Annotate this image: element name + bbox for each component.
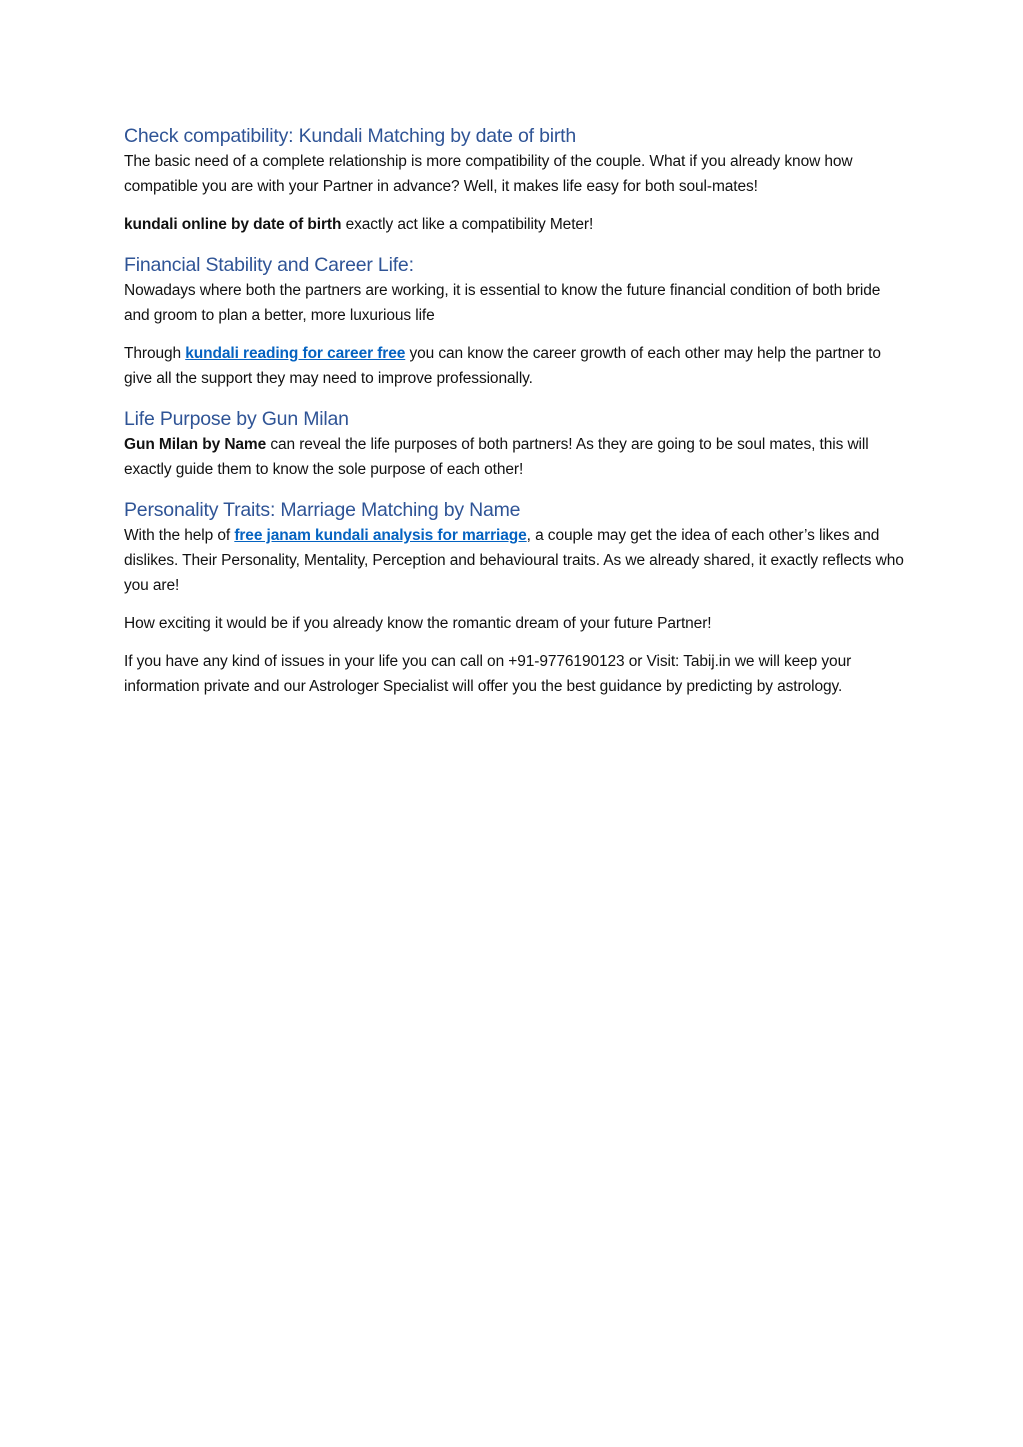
personality-text-before: With the help of: [124, 527, 235, 544]
personality-text-after: , a couple may get the idea of each other’s likes and dislikes. Their Personality, Mentality, Perception and behavioural traits. As we already shared, it exactly reflects who you are!: [124, 527, 904, 594]
compatibility-meter-paragraph: [124, 212, 904, 237]
life-purpose-paragraph: [124, 432, 904, 482]
contact-paragraph: If you have any kind of issues in your life you can call on +91-9776190123 or Visit: Tabij.in we will keep your information private and our Astrologer Specialist will offer you the best guidance by predicting by astrology.: [124, 653, 852, 695]
career-paragraph: [124, 341, 904, 391]
section-heading-financial: Financial Stability and Career Life:: [124, 254, 414, 276]
career-text-after: you can know the career growth of each other may help the partner to give all the support they may need to improve professionally.: [124, 345, 881, 387]
career-text-before: Through: [124, 345, 186, 362]
financial-paragraph: Nowadays where both the partners are working, it is essential to know the future financial condition of both bride and groom to plan a better, more luxurious life: [124, 282, 881, 324]
bold-phrase-gun-milan: Gun Milan by Name: [124, 436, 267, 453]
bold-phrase-kundali-online: kundali online by date of birth: [124, 216, 342, 233]
janam-kundali-marriage-link[interactable]: free janam kundali analysis for marriage: [234, 527, 527, 544]
personality-paragraph: [124, 523, 904, 598]
section-heading-compatibility: Check compatibility: Kundali Matching by date of birth: [124, 125, 577, 147]
section-heading-personality: Personality Traits: Marriage Matching by Name: [124, 499, 521, 521]
compatibility-paragraph: The basic need of a complete relationship is more compatibility of the couple. What if you already know how compatible you are with your Partner in advance? Well, it makes life easy for both soul-mates!: [124, 153, 853, 195]
document-page: [124, 123, 904, 699]
section-heading-life-purpose: Life Purpose by Gun Milan: [124, 408, 349, 430]
romantic-dream-paragraph: How exciting it would be if you already know the romantic dream of your future Partner!: [124, 615, 712, 632]
compatibility-meter-text: exactly act like a compatibility Meter!: [341, 216, 594, 233]
kundali-career-link[interactable]: kundali reading for career free: [185, 345, 406, 362]
life-purpose-text: can reveal the life purposes of both partners! As they are going to be soul mates, this will exactly guide them to know the sole purpose of each other!: [124, 436, 869, 478]
